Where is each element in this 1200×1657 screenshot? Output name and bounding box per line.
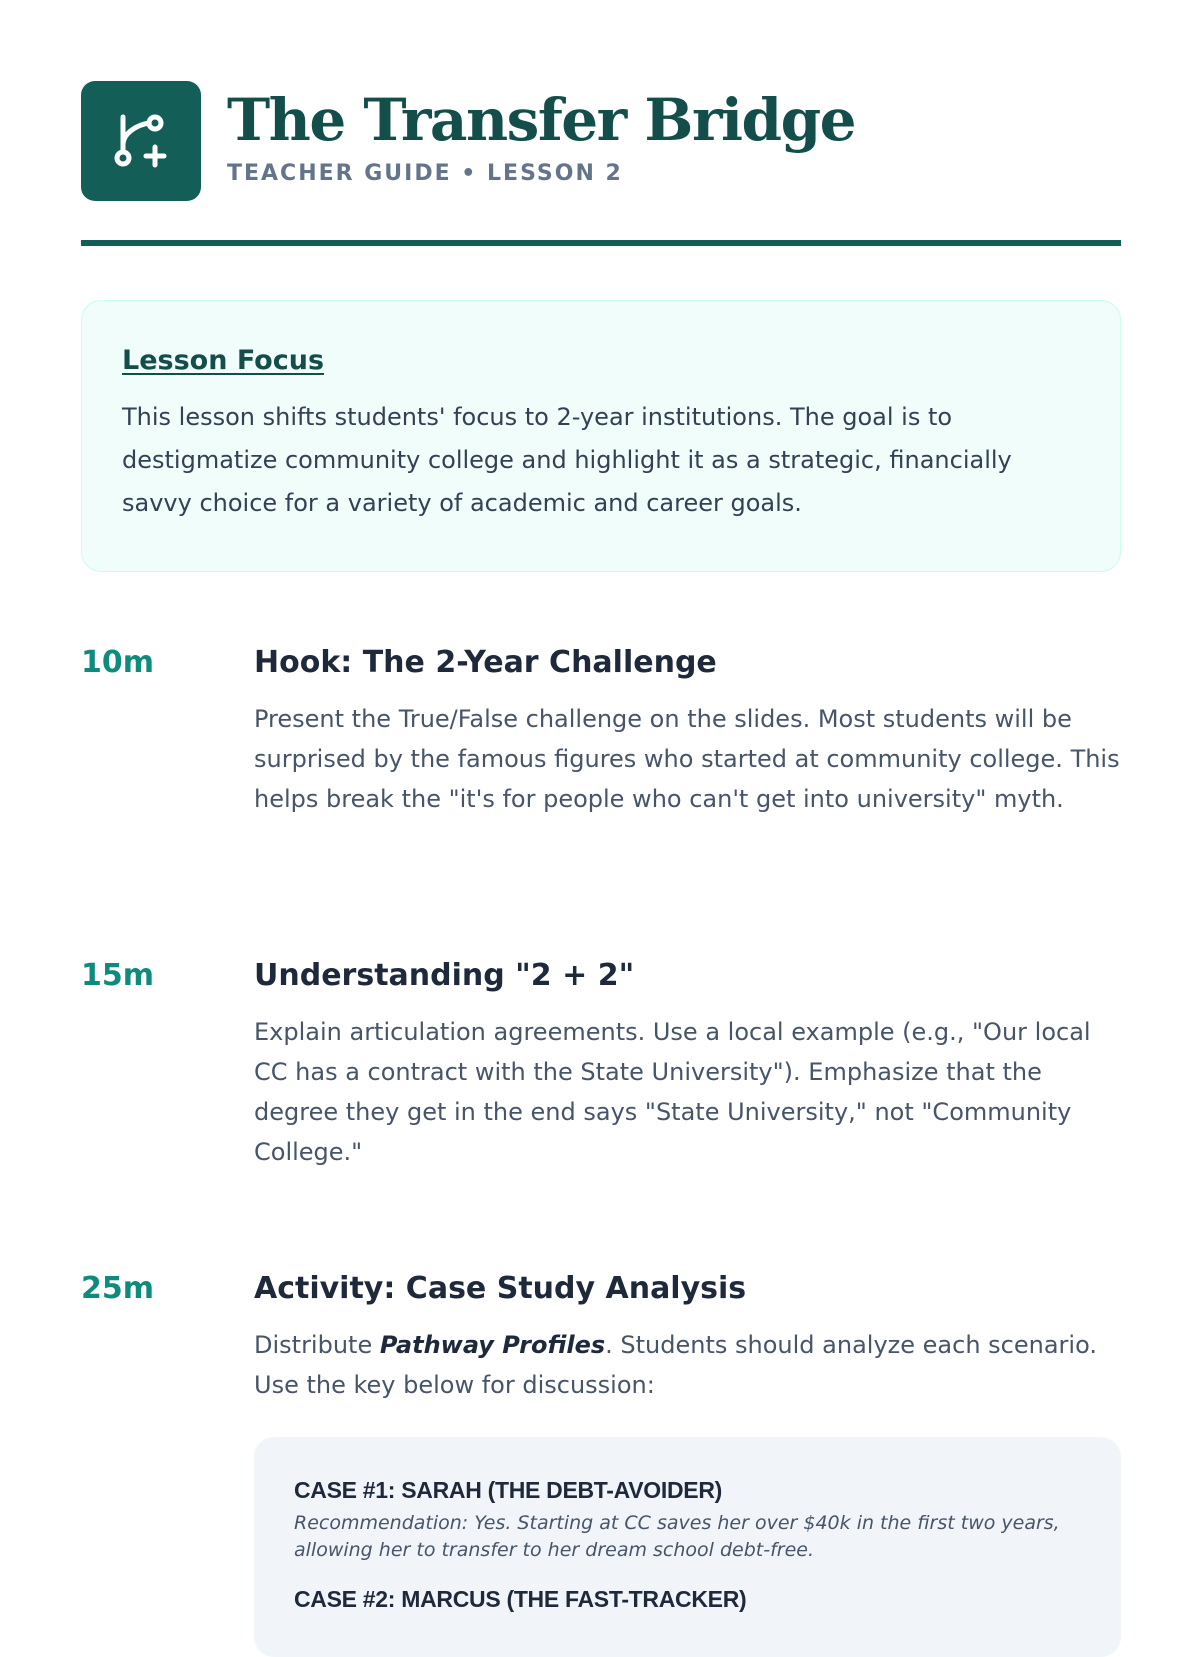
page-subtitle: TEACHER GUIDE • LESSON 2 [227,161,623,186]
section-content [254,645,1121,819]
case-title: CASE #2: MARCUS (THE FAST-TRACKER) [294,1586,747,1612]
section-text: Explain articulation agreements. Use a local example (e.g., "Our local CC has a contract with the State University"). Emphasize that the degree they get in the end says "State University," not "Community College." [254,1018,1091,1166]
lesson-focus-heading: Lesson Focus [122,345,325,376]
lesson-focus-text: This lesson shifts students' focus to 2-year institutions. The goal is to destigmatize community college and highlight it as a strategic, financially savvy choice for a variety of academic and career goals. [122,403,1012,517]
section-time: 25m [81,1271,155,1306]
section-text-start: Distribute [254,1331,380,1359]
pathway-profiles-emphasis: Pathway Profiles [379,1331,606,1359]
section-title: Understanding "2 + 2" [254,958,635,993]
section-title: Hook: The 2-Year Challenge [254,645,717,680]
case-title: CASE #1: SARAH (THE DEBT-AVOIDER) [294,1477,722,1503]
page-title: The Transfer Bridge [227,86,856,154]
section-time: 15m [81,958,155,993]
section-text [254,1325,1121,1405]
branch-plus-icon [111,111,171,171]
section-text: Present the True/False challenge on the slides. Most students will be surprised by the famous figures who started at community college. This helps break the "it's for people who can't get into university" myth. [254,705,1120,813]
lesson-focus-box [81,300,1121,572]
section-content [254,1271,1121,1657]
section-title: Activity: Case Study Analysis [254,1271,747,1306]
header-divider [81,240,1121,246]
section-text-end: . Students should analyze each scenario. Use the key below for discussion: [254,1331,1097,1399]
section-content [254,958,1121,1172]
case-key-box [254,1437,1121,1657]
header [81,81,1121,201]
logo [81,81,201,201]
section-time: 10m [81,645,155,680]
case-recommendation: Recommendation: Yes. Starting at CC saves her over $40k in the first two years, allowing her to transfer to her dream school debt-free. [294,1512,1060,1561]
